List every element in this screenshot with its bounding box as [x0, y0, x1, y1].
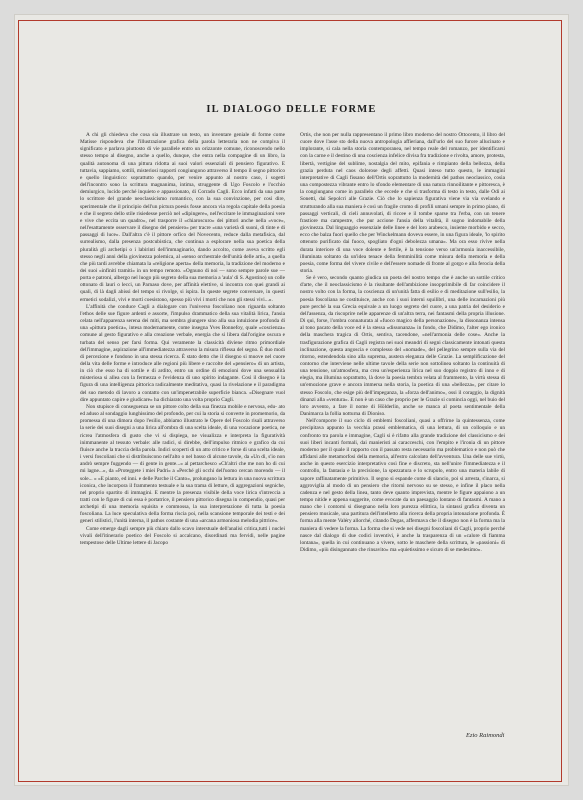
paragraph: Se è vero, secondo quanto giudica un poeta del nostro tempo che è anche un sottile critico d'arte, che il neoclassicismo è la risultante dell'ambizione insopprimibile di far coincidere il nostro volto con la forma, la coscienza di un'unità fatta di esilio e di meditazione sull'esilio, la poesia foscoliana ne costituisce, anche con i suoi interni squilibri, una delle incarnazioni più pure perché la sua Grecia equivale a un luogo segreto del cuore, a una patria del desiderio e dell'assenza, da riscoprire nelle apparenze di un'altra terra, nei fantasmi della propria illusione. Di qui, forse, l'ombra connaturata al «fuoco magico della personazione», la dissonanza intensa al tono pacato della voce ed è la stessa «dissonanza» in fondo, che Didimo, l'alter ego ironico della maschera tragica di Ortis, sentiva, tacendone, «nell'armonia delle cose». Anche la trasfigurazione grafica di Cagli registra nei suoi meandri di segni classicamente intonati questa inclinazione, questa angoscia e complesso del «nomade», del pellegrino sempre sulla via del ritorno, estendendola sino alla suprema, austera eleganza delle Grazie. La semplificazione del contorno che interviene nelle ultime tavole della serie non sottolinea soltanto la continuità di una tensione, un'atmosfera, ma crea un'esperienza lirica nel suo doppio registro di inno e di elegia, ma illumina soprattutto, là dove la poesia tembra velata al frammento, la virtù stessa di un'emozione grave e ancora immersa nella storia, la poetica di una «bellezza», per citare lo stesso Foscolo, che esige più dell'impeganza, la «forza dell'animo», ossi il coraggio, la dignità dinanzi alla «ventura». E non è un caso che proprio per le Grazie si comincia oggi, nel buio del loro avvento, a fare il nome di Hölderlin, anche se manca al poeta sentimentale della Danimarca la follia notturna di Dioniso. — [300, 275, 505, 418]
paragraph: Come emerge dagli sempre più chiaro dallo scavo interstuale dell'analisi critica,tutti i nuclei vivali dell'itinerario poetico del Foscolo si accalcano, disordinati ma fervidi, nelle pagine tempestose delle Ultime lettere di Jacopo — [80, 525, 285, 546]
paragraph: Non stupisce di conseguenza se un pittore colto della sua finezza mobile e nervosa, edu- ato ed aduso al sondaggio lunghissimo del profondo, per cui la storia si converte in promemorio, da promessa di una dimora dopo l'esilio, abbiamo illustrato le Opere del Foscolo risalì attraverso la serie dei suoi disegni a una lirica all'ombra di una scelta ideale, di una vocazione poetica, ne ricrea l'atmosfera di gusto che vi si dispiega, ne visualizza e interpreta la figuratività inimmanente al tessuto verbale: alle radici, si direbbe, dell'impulso ritmico e grafico da cui fluisce anche la traccia della parola. Indici scoperti di un atto critico e forse di una scelta ideale, i versi foscoliani che si distribuiscono nell'alto o nel basso di alcune tavole, da «Un dì, s'io non andrò sempre fuggendo — di gente in gente...» al pettarchesco «Ch'altri che me non ho di cui mi lagne...», da «Proteggete i miei Padri» a «Perché gli occhi dell'uomo cercan morendo — il sole... » «E pianto, ed inni. e delle Parche il Canto», prolungano la lettura in una nuova scrittura iconica, che incorpora il frammento testuale e la sua trama di letture, di aggregazioni segniche, nel proprio spartito di immagini. E mentre la presenza visibile della voce lirica s'intreccia a tratti con le figure di cui essa è portatrice, il pensiero pittorico disegna in compendio, quasi per archetipi di una memoria squisita e commossa, la sua interpretazione di tutta la poesia foscoliana. La luce speculativa della forma riscia poi, nella scansione temporale dei testi e dei generi stilistici, l'unità interna, il pathos costante di una «arcana armoniosa melodia pittrice». — [80, 403, 285, 525]
paragraph: Nell'comporre il suo ciclo di emblemi foscoliani, quasi a offrirne la quintessenza, come precipitava appunto la vecchia prassi emblematica, di una lettura, di un colloquio e un confronto tra parola e immagine, Cagli si è rifatto alla grande tradizione del classicismo e dei suoi liberi incanti formali, dai manieristi ai caracceschi, con l'empito e l'ironia di un pittore moderno per il quale il rapporto con il passato resta necessario ma problematico e non può che affidarsi alle metamorfosi della memoria, all'estro calcolato dell'avventura. Una delle sue virtù, anche in questo esercizio interpretativo così fine e discreto, sta nell'unire l'immediatezza e il controllo, la fantasia e la precisione, la spezzatura e lo scrupolo, entro una materia labile di sapore raffinatamente primitivo. Il segno si espande come di slancio, poi si arresta, s'inarca, si aggroviglia al modo di un pensiero che ritorni nervoso su se stesso, e infine il placo nella cadenza e nel gesto della linea, tanto deve quanto imprevista, mentre le figure appaiono a un tempo nitide e appena suggerite, come evocate da un paesaggio lontano di fantasmi. A mano a mano che i contorni si disegnano nella loro purezza ellittica, la sintassi grafica diventa un pensiero musicale, una partitura dell'intelletto alla ricerca della propria intonazione profonda. È forma alla mente Valéry allorché, citando Degas, affermava che il disegno non è la forma ma la maniera di vedere la forma. La forma che si vede nei disegni foscoliani di Cagli, proprio perché nasce dal dialogo di due codici inventivi, è anche la trasparenza di un «calore di fiamma lontana», quella in cui continuano a vivere, sotto le maschere della scrittura, le «passioni» di Didimo, «più disingannato che rinsavito» ma «quietissimo e sicuro di se medesimo». — [300, 418, 505, 554]
left-text-column — [80, 132, 285, 732]
paragraph: L'affinità che conduce Cagli a dialogare con l'universo foscoliano non riguarda soltanto l'ethos delle sue figure ardenti e assorte, l'impulso drammatico della sua vitalità lirica, l'ansia celata nell'apparenza serena dei miti, ma sembra giungere sino alla sua intuizione profonda di una «pittura poetica», intesa modernamente, come insegna Yves Bonnefoy, quale «coscienza» comune al gesto figurativo e alla creazione verbale, energia che si libera dall'origine oscura e turbata del senso per farsi forma. Qui veramente la classicità diviene ritmo primordiale dell'immagine, aspirazione all'immediatezza attraverso la misura riflessa del segno. È duo modi di percezione e fondono in una stessa ricerca. È stato detto che il disegno si muove nel cuore della vita delle forme e introduce alle regioni più libere e raccolte del «pensiero» di un artista, in ciò che esso ha di sottile e di ardito, entro un ordine di emozioni dove una sensualità misteriosa si allea con la fermezza e l'evidenza di uno spirito indagante. Così il disegno è la figura di una intelligenza pittorica radicalmente meditativa, quasi la rivelazione e il paradigma del suo metodo di lavoro a contatto con un'impenetrabile superficie bianca. «Disegnare vuol dire appuntato capire e giudicare» ha dichiarato una volta proprio Cagli. — [80, 303, 285, 403]
right-text-column — [300, 132, 505, 728]
author-signature: Ezio Raimondi — [466, 732, 505, 739]
paragraph: Ortis, che non per nulla rappresentano il primo libro moderno del nostro Ottocento, il libro del cuore dove l'asse sto della nuova antropologia affieriana, dall'urlo del suo furore allucinato e implorante, si cala nella storia contemporanea, nel tempo reale del romanzo, per identificarsi con la carne e il destino di una coscienza infelice divisa fra tradizione e rivolta, amore, protesta, libertà, vertigine del sublime, nostalgia del mito, epifania e rimpianto della bellezza, della grazia perduta nel caos dolorose degli affetti. Quasi inteso tutto questo, le immagini interpretative di Cagli fissano dell'Ortis soprattutto la modernità del pathos neoclassico, cosìa una compostezza vibrante entro lo sfondo elementare di una natura rinnoilitante e pittoresca, è la congiungano come in parallelo che eccede e che si trasforma di testo in testo, dalle Odi ai Sonetti, dai Sepolcri alle Grazie. Ciò che lo sapienza figurativa viene via via svelando e strutturando alla sua maniera è così un fragile cromo di profili umani sempre in primo piano, di passaggi verticali, di cieli annuvolati, di riccee e il tombe sparse tra l'erba, con un tenere frastiore ma campestre, che pur accione l'ansia della vitalità, il sogno indomabile della giovinezza. Dal linguaggio essenziale delle linee e del loro arabesco, insieme morbido e secco, ecco che balza fuori quello che per Winckelmann doveva essere, in una figura ideale, 'lo spirito ottenuto purificato dai fuoco, spogliato d'ogni debolezza umana». Ma ora esso rivive nella durata interiore di una voce dolente e fertile, è la tensione verso un'armonia inaccessibile, illuminata soltanto da un'idea tenace della femminilità come misura della memoria e della poesia, come forma del vivere civile e dell'essere nomade di fronte al gorgo e alla ferocia della storia. — [300, 132, 505, 274]
article-title: IL DIALOGO DELLE FORME — [206, 104, 377, 115]
paragraph: A chi gli chiedeva che cosa sia illustrare un testo, un inventare geniale di forme come Matisse rispondeva che l'illustrazione grafica della parola letteraria non ne compiva il significato e parlava piuttosto di vie parallele entro un orizzonte comune, riconoscendo nello stesso tempo al disegno, anche a quello, dunque, che entra nella compagine di un libro, la qualità autonoma di una pittura ridotta ai suoi valori essenziali di pensiero figurativo. E tuttavia, sappiamo, sottili, misteriosi rapporti congiungono attraverso il tempo il segno pittorico e quello linguistico: soprattutto quando, per venire appunto al nostro caso, i sogetti dell'incontro sono la scrittura magnanima, intima, struggente di Ugo Foscolo e l'occhio demiurgico, lucido perché inquieto e appassionato, di Corrado Cagli. Ecco infatti da una parte lo scrittore del grande neoclassicismo romantico, con la sua convinzione, per così dire, sperimentale che il principio dell'un pictura poesis fosse ancora via regola capitale della poesia e che il segreto dello stile risiedesse perciò nel «dipingere», nell'eccitare le immaginazioni vere e vive che eccita un quadro», nel trasporre il «chiaroscuro» dei pittori anche nella «voce», nell'esattamente osservare il disegno del pensiero» per tracre «una varietà di suoni, di tinte e di passaggi di luce». Dall'altra c'è il pittore orfico del Novecento, reduce dalla metafisica, dal surrealismo, dalla presenza postcubistica, che continua a esplorare nella sua poetica della pluralità gli archetipi o i labirinti dell'immaginario, dando accolto, come aveva scritto egli stesso negli anni della giovinezza polemica, al «senso orchestrale dell'unità delle arti», a quella che più tardi avrebbe chiamata la «religione aperta» della memoria, la tradizione del moderno e dei suoi «infiniti tramiti» in un tempo remoto. «Ognuno di noi — sono sempre parole sue — porta e patroni, albergo nel luogo più segreto della sua memoria a 'aula' di S. Agostino) un colle ottonato di lauri o lecci, un Parnaso dove, per affinità elettive, si incontra con quei grandi ai quali, di là dagli abissi del tempo si rivolge, si ispira. In queste segrete conversare, in questi ermetici sodalizi, vivi e morti coesistono, spesso più vivi i morti che non gli stessi vivi...». — [80, 132, 285, 303]
